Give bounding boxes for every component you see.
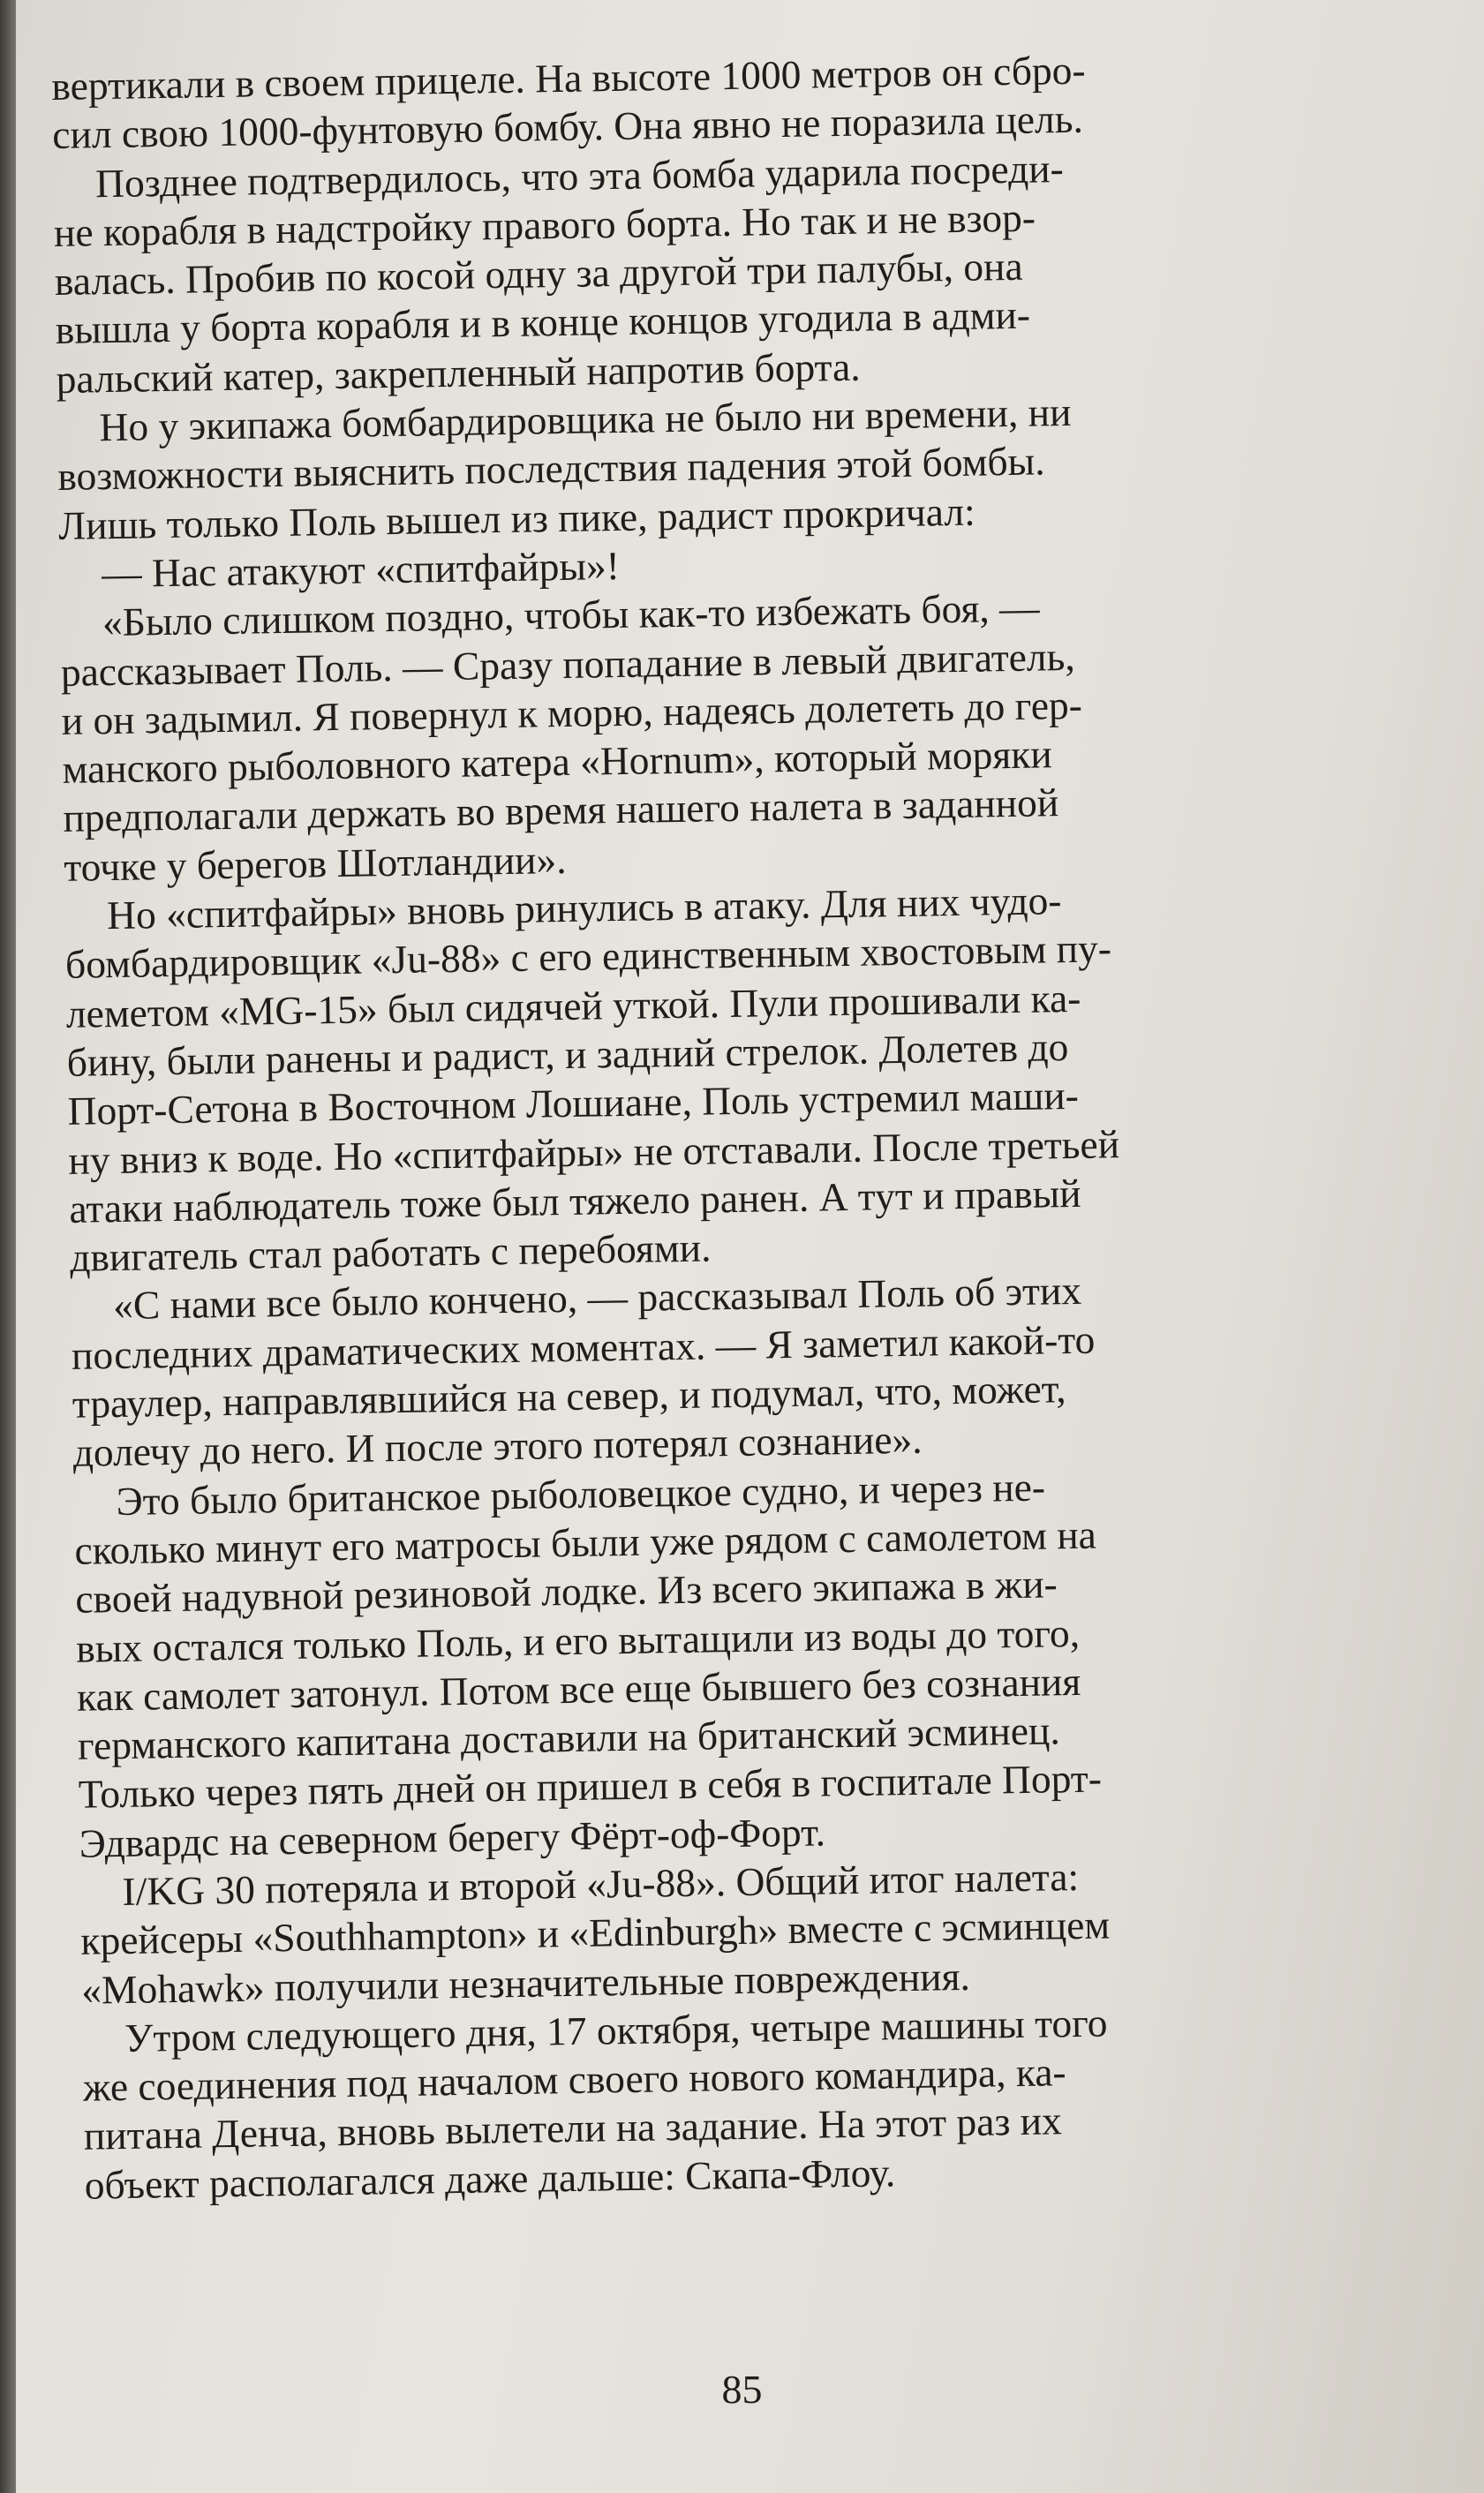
- text-line: же соединения под началом своего нового командира, ка-: [82, 2049, 1066, 2110]
- text-line: долечу до него. И после этого потерял сознание».: [72, 1417, 923, 1476]
- text-line: последних драматических моментах. — Я заметил какой-то: [71, 1316, 1096, 1378]
- text-line: манского рыболовного катера «Hornum», который моряки: [62, 731, 1053, 793]
- text-line: вертикали в своем прицеле. На высоте 1000 метров он сбро-: [51, 47, 1086, 109]
- text-line: сил свою 1000-фунтовую бомбу. Она явно не поразила цель.: [51, 95, 1084, 158]
- paragraph-start-line: «С нами все было кончено, — рассказывал Поль об этих: [112, 1268, 1082, 1329]
- text-line: атаки наблюдатель тоже был тяжело ранен. А тут и правый: [69, 1170, 1081, 1231]
- paragraph-start-line: Но у экипажа бомбардировщика не было ни времени, ни: [99, 388, 1072, 450]
- page-text: [51, 41, 1409, 2209]
- text-line: предполагали держать во время нашего налета в заданной: [63, 780, 1059, 841]
- paragraph-start-line: — Нас атакуют «спитфайры»!: [101, 542, 621, 597]
- text-line: точке у берегов Шотландии».: [63, 836, 567, 890]
- book-spine-edge: [0, 0, 16, 2493]
- text-line: объект располагался даже дальше: Скапа-Флоу.: [84, 2150, 896, 2208]
- text-line: сколько минут его матросы были уже рядом с самолетом на: [74, 1511, 1097, 1573]
- text-line: рассказывает Поль. — Сразу попадание в левый двигатель,: [60, 633, 1076, 695]
- text-line: Эдвардс на северном берегу Фёрт-оф-Форт.: [79, 1809, 826, 1866]
- text-line: как самолет затонул. Потом все еще бывшего без сознания: [76, 1658, 1081, 1720]
- text-line: германского капитана доставили на британский эсминец.: [77, 1707, 1061, 1768]
- text-line: Порт-Сетона в Восточном Лошиане, Поль устремил маши-: [67, 1073, 1080, 1134]
- text-line: вых остался только Поль, и его вытащили из воды до того,: [75, 1609, 1081, 1671]
- text-line: и он задымил. Я повернул к морю, надеясь долететь до гер-: [61, 682, 1083, 743]
- text-line: Лишь только Поль вышел из пике, радист прокричал:: [57, 488, 976, 548]
- paragraph-start-line: «Было слишком поздно, чтобы как-то избежать боя, —: [102, 584, 1040, 645]
- text-line: двигатель стал работать с перебоями.: [69, 1224, 712, 1280]
- text-line: не корабля в надстройку правого борта. Но так и не взор-: [53, 194, 1036, 255]
- text-line: валась. Пробив по косой одну за другой три палубы, она: [54, 243, 1023, 305]
- text-line: Только через пять дней он пришел в себя в госпитале Порт-: [78, 1755, 1103, 1818]
- page-number: 85: [721, 2367, 763, 2412]
- text-line: вышла у борта корабля и в конце концов угодила в адми-: [55, 292, 1031, 353]
- text-line: «Mohawk» получили незначительные повреждения.: [80, 1953, 971, 2013]
- paragraph-start-line: Позднее подтвердилось, что эта бомба ударила посреди-: [94, 145, 1065, 206]
- text-line: своей надувной резиновой лодке. Из всего экипажа в жи-: [74, 1561, 1058, 1622]
- text-line: бину, были ранены и радист, и задний стрелок. Долетев до: [66, 1023, 1069, 1085]
- text-line: леметом «MG-15» был сидячей уткой. Пули прошивали ка-: [65, 975, 1081, 1036]
- text-line: бомбардировщик «Ju-88» с его единственным хвостовым пу-: [64, 925, 1112, 988]
- paragraph-start-line: I/KG 30 потеряла и второй «Ju-88». Общий итог налета:: [122, 1853, 1080, 1914]
- text-line: ральский катер, закрепленный напротив борта.: [56, 343, 861, 402]
- text-line: возможности выяснить последствия падения этой бомбы.: [56, 438, 1045, 500]
- paragraph-start-line: Это было британское рыболовецкое судно, и через не-: [116, 1464, 1046, 1524]
- text-line: крейсеры «Southhampton» и «Edinburgh» вместе с эсминцем: [80, 1902, 1111, 1964]
- text-line: траулер, направлявшийся на север, и подумал, что, может,: [72, 1366, 1066, 1427]
- text-line: питана Денча, вновь вылетели на задание. На этот раз их: [83, 2098, 1063, 2159]
- paragraph-start-line: Утром следующего дня, 17 октября, четыре машины того: [124, 2000, 1108, 2060]
- paragraph-start-line: Но «спитфайры» вновь ринулись в атаку. Для них чудо-: [106, 877, 1062, 938]
- text-line: ну вниз к воде. Но «спитфайры» не отставали. После третьей: [68, 1120, 1120, 1183]
